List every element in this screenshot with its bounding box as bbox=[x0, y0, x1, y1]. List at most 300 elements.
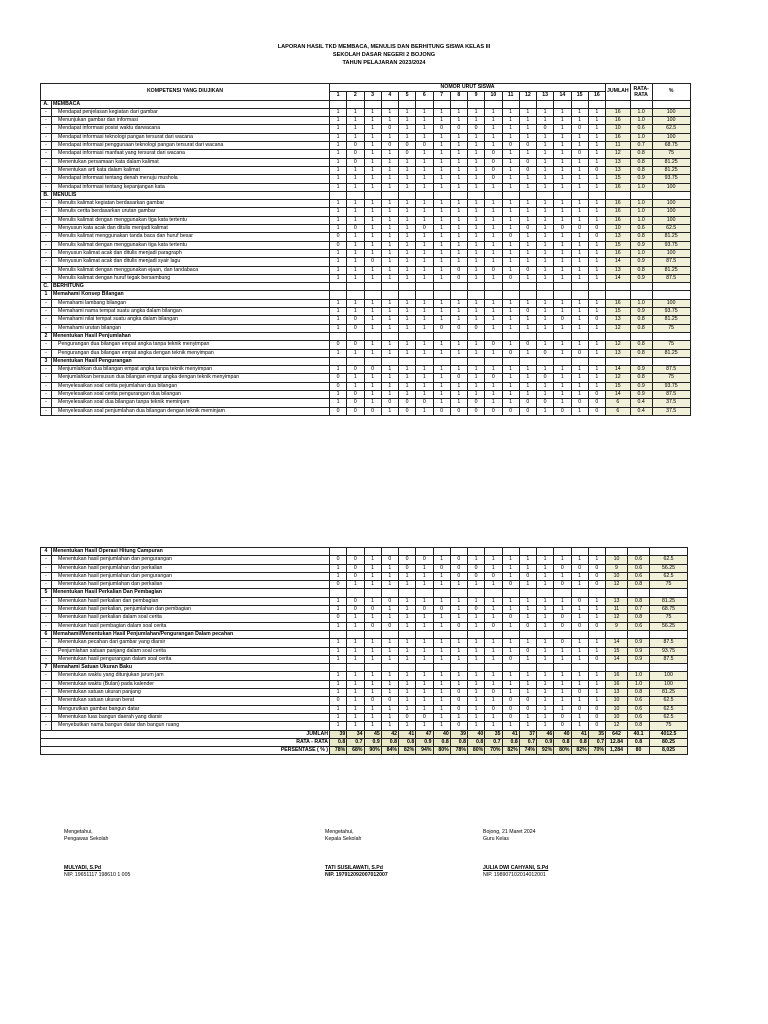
empty-cell bbox=[606, 664, 628, 672]
score-cell: 1 bbox=[502, 216, 519, 224]
empty-cell bbox=[502, 548, 519, 556]
score-cell: 1 bbox=[381, 341, 398, 349]
score-cell: 1 bbox=[519, 175, 536, 183]
score-cell: 1 bbox=[468, 705, 485, 713]
score-cell: 1 bbox=[468, 299, 485, 307]
score-cell: 0 bbox=[330, 241, 347, 249]
competency-label: Menulis kalimat dengan huruf tegak bersambung bbox=[52, 274, 330, 282]
summary-label: RATA - RATA bbox=[41, 738, 330, 746]
empty-cell bbox=[399, 291, 416, 299]
competency-label: Menentukan hasil pembagian dalam soal cerita bbox=[52, 622, 330, 630]
score-cell: 1 bbox=[330, 274, 347, 282]
report-title-line1: LAPORAN HASIL TKD MEMBACA, MENULIS DAN BERHITUNG SISWA KELAS III bbox=[277, 44, 491, 50]
percent-cell: 100 bbox=[652, 183, 690, 191]
score-cell: 1 bbox=[347, 705, 364, 713]
section-row bbox=[41, 100, 691, 108]
score-cell: 1 bbox=[381, 158, 398, 166]
score-cell: 1 bbox=[537, 722, 554, 730]
score-cell: 1 bbox=[399, 324, 416, 332]
score-cell: 1 bbox=[588, 133, 605, 141]
summary-row bbox=[41, 738, 688, 746]
score-cell: 1 bbox=[433, 308, 450, 316]
score-cell: 1 bbox=[537, 308, 554, 316]
section-code: 5 bbox=[41, 589, 52, 597]
score-cell: 1 bbox=[468, 597, 485, 605]
jumlah-cell: 14 bbox=[606, 655, 628, 663]
summary-percent: 8,025 bbox=[650, 747, 688, 755]
score-cell: 1 bbox=[399, 200, 416, 208]
score-cell: 1 bbox=[571, 266, 588, 274]
score-cell: 1 bbox=[571, 697, 588, 705]
score-cell: 0 bbox=[588, 166, 605, 174]
row-bullet: - bbox=[41, 299, 52, 307]
empty-cell bbox=[347, 100, 364, 108]
empty-cell bbox=[571, 100, 588, 108]
score-cell: 1 bbox=[502, 366, 519, 374]
score-cell: 0 bbox=[450, 572, 467, 580]
score-cell: 1 bbox=[571, 390, 588, 398]
score-cell: 1 bbox=[468, 274, 485, 282]
score-cell: 1 bbox=[468, 366, 485, 374]
empty-cell bbox=[433, 630, 450, 638]
score-cell: 1 bbox=[468, 349, 485, 357]
empty-cell bbox=[502, 100, 519, 108]
summary-cell: 0.8 bbox=[433, 738, 450, 746]
score-cell: 1 bbox=[588, 175, 605, 183]
score-cell: 1 bbox=[502, 556, 519, 564]
score-cell: 1 bbox=[554, 382, 571, 390]
jumlah-cell: 15 bbox=[606, 241, 631, 249]
row-bullet: - bbox=[41, 622, 52, 630]
score-cell: 1 bbox=[519, 564, 536, 572]
score-cell: 1 bbox=[554, 556, 571, 564]
score-cell: 1 bbox=[450, 233, 467, 241]
rata-cell: 0.8 bbox=[630, 150, 652, 158]
score-cell: 1 bbox=[433, 341, 450, 349]
score-cell: 0 bbox=[519, 308, 536, 316]
score-cell: 1 bbox=[364, 125, 381, 133]
empty-cell bbox=[650, 664, 688, 672]
empty-cell bbox=[399, 283, 416, 291]
empty-cell bbox=[502, 191, 519, 199]
score-cell: 1 bbox=[588, 158, 605, 166]
table-row bbox=[41, 108, 691, 116]
competency-label: Mendapat informasi manfaat yang tersurat dari wacana bbox=[52, 150, 330, 158]
rata-cell: 0.8 bbox=[630, 233, 652, 241]
score-cell: 1 bbox=[554, 108, 571, 116]
percent-cell: 62.5 bbox=[650, 705, 688, 713]
score-cell: 1 bbox=[433, 647, 450, 655]
empty-cell bbox=[450, 357, 467, 365]
summary-label: JUMLAH bbox=[41, 730, 330, 738]
empty-cell bbox=[468, 283, 485, 291]
signature-guru-kelas bbox=[483, 829, 548, 879]
jumlah-cell: 16 bbox=[606, 216, 631, 224]
table-row bbox=[41, 564, 688, 572]
score-cell: 0 bbox=[399, 407, 416, 415]
score-cell: 0 bbox=[502, 349, 519, 357]
row-bullet: - bbox=[41, 606, 52, 614]
score-cell: 0 bbox=[450, 622, 467, 630]
score-cell: 1 bbox=[364, 308, 381, 316]
score-cell: 0 bbox=[554, 225, 571, 233]
score-cell: 1 bbox=[537, 655, 554, 663]
jumlah-cell: 10 bbox=[606, 705, 628, 713]
empty-cell bbox=[519, 548, 536, 556]
table-row bbox=[41, 581, 688, 589]
score-cell: 0 bbox=[330, 382, 347, 390]
score-cell: 1 bbox=[502, 689, 519, 697]
empty-cell bbox=[330, 664, 347, 672]
table-row bbox=[41, 349, 691, 357]
score-cell: 1 bbox=[381, 722, 398, 730]
score-cell: 0 bbox=[588, 564, 605, 572]
signature-pengawas-nip: NIP. 19651117 198610 1 005 bbox=[64, 872, 131, 878]
empty-cell bbox=[364, 589, 381, 597]
jumlah-cell: 12 bbox=[606, 150, 631, 158]
score-cell: 0 bbox=[433, 407, 450, 415]
empty-cell bbox=[502, 291, 519, 299]
table-row bbox=[41, 655, 688, 663]
score-cell: 0 bbox=[364, 606, 381, 614]
empty-cell bbox=[468, 100, 485, 108]
percent-cell: 81.25 bbox=[652, 233, 690, 241]
score-cell: 0 bbox=[381, 556, 398, 564]
score-cell: 1 bbox=[537, 241, 554, 249]
competency-label: Menentukan hasil perkalian dalam soal cerita bbox=[52, 614, 330, 622]
empty-cell bbox=[433, 332, 450, 340]
header-kompetensi: KOMPETENSI YANG DIUJIKAN bbox=[41, 84, 330, 101]
score-cell: 1 bbox=[416, 249, 433, 257]
percent-cell: 93.75 bbox=[652, 382, 690, 390]
score-cell: 1 bbox=[416, 390, 433, 398]
score-cell: 0 bbox=[347, 399, 364, 407]
percent-cell: 87.5 bbox=[652, 274, 690, 282]
score-cell: 1 bbox=[399, 233, 416, 241]
section-label: MENULIS bbox=[52, 191, 330, 199]
score-cell: 1 bbox=[330, 366, 347, 374]
score-cell: 1 bbox=[433, 581, 450, 589]
header-student-14: 14 bbox=[554, 92, 571, 100]
score-cell: 0 bbox=[485, 689, 502, 697]
score-cell: 1 bbox=[537, 680, 554, 688]
empty-cell bbox=[630, 191, 652, 199]
score-cell: 1 bbox=[519, 639, 536, 647]
table-row bbox=[41, 614, 688, 622]
row-bullet: - bbox=[41, 117, 52, 125]
percent-cell: 100 bbox=[652, 108, 690, 116]
table-row bbox=[41, 672, 688, 680]
empty-cell bbox=[628, 589, 650, 597]
score-cell: 1 bbox=[364, 672, 381, 680]
score-cell: 1 bbox=[381, 349, 398, 357]
score-cell: 1 bbox=[433, 639, 450, 647]
rata-cell: 1.0 bbox=[630, 133, 652, 141]
score-cell: 1 bbox=[381, 647, 398, 655]
competency-label: Menyelesaikan soal cerita pengurangan dua bilangan bbox=[52, 390, 330, 398]
score-cell: 1 bbox=[485, 382, 502, 390]
score-cell: 1 bbox=[347, 622, 364, 630]
score-cell: 1 bbox=[519, 316, 536, 324]
jumlah-cell: 13 bbox=[606, 349, 631, 357]
score-cell: 0 bbox=[347, 390, 364, 398]
score-cell: 0 bbox=[588, 705, 605, 713]
score-cell: 1 bbox=[416, 349, 433, 357]
empty-cell bbox=[519, 191, 536, 199]
score-cell: 1 bbox=[588, 208, 605, 216]
summary-cell: 37 bbox=[519, 730, 536, 738]
score-cell: 0 bbox=[554, 722, 571, 730]
score-cell: 1 bbox=[485, 597, 502, 605]
table-row bbox=[41, 713, 688, 721]
empty-cell bbox=[416, 630, 433, 638]
score-cell: 1 bbox=[364, 133, 381, 141]
score-cell: 0 bbox=[468, 125, 485, 133]
percent-cell: 75 bbox=[650, 722, 688, 730]
score-cell: 1 bbox=[468, 308, 485, 316]
score-cell: 0 bbox=[571, 349, 588, 357]
empty-cell bbox=[630, 291, 652, 299]
competency-label: Menyelesaikan soal dua bilangan tanpa teknik meminjam bbox=[52, 399, 330, 407]
jumlah-cell: 15 bbox=[606, 175, 631, 183]
score-cell: 1 bbox=[450, 382, 467, 390]
score-cell: 1 bbox=[468, 200, 485, 208]
score-cell: 1 bbox=[381, 150, 398, 158]
summary-cell: 0.7 bbox=[588, 738, 605, 746]
empty-cell bbox=[364, 283, 381, 291]
score-cell: 1 bbox=[571, 614, 588, 622]
score-cell: 1 bbox=[330, 390, 347, 398]
score-cell: 1 bbox=[571, 639, 588, 647]
score-cell: 1 bbox=[571, 341, 588, 349]
score-cell: 0 bbox=[485, 705, 502, 713]
score-cell: 1 bbox=[347, 208, 364, 216]
score-cell: 1 bbox=[330, 142, 347, 150]
score-cell: 1 bbox=[554, 606, 571, 614]
row-bullet: - bbox=[41, 233, 52, 241]
competency-label: Menulis kalimat dengan menggunakan ejaan, dan tandabaca bbox=[52, 266, 330, 274]
score-cell: 1 bbox=[330, 133, 347, 141]
score-cell: 1 bbox=[537, 166, 554, 174]
competency-label: Menentukan luas bangun daerah yang diarsir bbox=[52, 713, 330, 721]
score-cell: 1 bbox=[364, 216, 381, 224]
empty-cell bbox=[588, 664, 605, 672]
table-row bbox=[41, 639, 688, 647]
score-cell: 0 bbox=[468, 324, 485, 332]
score-cell: 1 bbox=[537, 614, 554, 622]
competency-label: Menentukan hasil penjumlahan dan pengurangan bbox=[52, 556, 330, 564]
competency-label: Menulis kalimat kegiatan berdasarkan gambar bbox=[52, 200, 330, 208]
score-cell: 1 bbox=[468, 175, 485, 183]
empty-cell bbox=[652, 332, 690, 340]
empty-cell bbox=[381, 664, 398, 672]
empty-cell bbox=[416, 664, 433, 672]
summary-cell: 0.7 bbox=[347, 738, 364, 746]
score-cell: 1 bbox=[416, 216, 433, 224]
summary-rata: 0.8 bbox=[628, 738, 650, 746]
score-cell: 1 bbox=[347, 581, 364, 589]
score-cell: 1 bbox=[433, 722, 450, 730]
header-student-12: 12 bbox=[519, 92, 536, 100]
jumlah-cell: 16 bbox=[606, 183, 631, 191]
score-cell: 0 bbox=[554, 407, 571, 415]
row-bullet: - bbox=[41, 349, 52, 357]
jumlah-cell: 10 bbox=[606, 572, 628, 580]
score-cell: 1 bbox=[571, 316, 588, 324]
competency-label: Menentukan hasil penjumlahan dan perkalian bbox=[52, 581, 330, 589]
competency-label: Memahami nilai tempat suatu angka dalam bilangan bbox=[52, 316, 330, 324]
score-cell: 1 bbox=[571, 183, 588, 191]
table-row bbox=[41, 133, 691, 141]
header-student-11: 11 bbox=[502, 92, 519, 100]
empty-cell bbox=[416, 100, 433, 108]
competency-label: Menulis cerita berdasarkan urutan gambar bbox=[52, 208, 330, 216]
score-cell: 1 bbox=[502, 308, 519, 316]
score-cell: 1 bbox=[588, 150, 605, 158]
score-cell: 1 bbox=[588, 249, 605, 257]
percent-cell: 68.75 bbox=[652, 142, 690, 150]
rata-cell: 0.8 bbox=[628, 597, 650, 605]
score-cell: 1 bbox=[571, 713, 588, 721]
score-cell: 1 bbox=[450, 366, 467, 374]
row-bullet: - bbox=[41, 108, 52, 116]
table-row bbox=[41, 166, 691, 174]
score-cell: 0 bbox=[416, 399, 433, 407]
empty-cell bbox=[485, 283, 502, 291]
empty-cell bbox=[537, 100, 554, 108]
percent-cell: 100 bbox=[652, 216, 690, 224]
score-cell: 1 bbox=[571, 722, 588, 730]
score-cell: 1 bbox=[502, 133, 519, 141]
score-cell: 1 bbox=[468, 258, 485, 266]
competency-label: Mendapat informasi penggunaan teknologi pangan tersurat dari wacana bbox=[52, 142, 330, 150]
score-cell: 0 bbox=[347, 150, 364, 158]
score-cell: 1 bbox=[468, 390, 485, 398]
score-cell: 1 bbox=[330, 200, 347, 208]
percent-cell: 87.5 bbox=[652, 390, 690, 398]
score-cell: 1 bbox=[519, 108, 536, 116]
score-cell: 0 bbox=[571, 689, 588, 697]
empty-cell bbox=[606, 100, 631, 108]
empty-cell bbox=[519, 589, 536, 597]
score-cell: 0 bbox=[330, 233, 347, 241]
score-cell: 1 bbox=[450, 680, 467, 688]
score-cell: 1 bbox=[433, 216, 450, 224]
row-bullet: - bbox=[41, 705, 52, 713]
summary-row bbox=[41, 747, 688, 755]
score-cell: 1 bbox=[502, 639, 519, 647]
row-bullet: - bbox=[41, 125, 52, 133]
score-cell: 1 bbox=[571, 680, 588, 688]
row-bullet: - bbox=[41, 556, 52, 564]
score-cell: 1 bbox=[450, 597, 467, 605]
score-cell: 1 bbox=[519, 241, 536, 249]
score-cell: 1 bbox=[554, 216, 571, 224]
score-cell: 1 bbox=[399, 274, 416, 282]
score-cell: 1 bbox=[502, 175, 519, 183]
empty-cell bbox=[537, 291, 554, 299]
empty-cell bbox=[381, 332, 398, 340]
score-cell: 1 bbox=[485, 366, 502, 374]
score-cell: 1 bbox=[468, 622, 485, 630]
score-cell: 1 bbox=[485, 241, 502, 249]
score-cell: 1 bbox=[571, 366, 588, 374]
score-cell: 1 bbox=[347, 374, 364, 382]
section-code: 1 bbox=[41, 291, 52, 299]
score-cell: 1 bbox=[537, 647, 554, 655]
score-cell: 1 bbox=[364, 233, 381, 241]
jumlah-cell: 9 bbox=[606, 622, 628, 630]
competency-label: Pengurangan dua bilangan empat angka tanpa teknik menyimpan bbox=[52, 341, 330, 349]
score-cell: 1 bbox=[433, 390, 450, 398]
row-bullet: - bbox=[41, 697, 52, 705]
score-cell: 1 bbox=[450, 614, 467, 622]
percent-cell: 100 bbox=[652, 117, 690, 125]
rata-cell: 0.8 bbox=[628, 614, 650, 622]
score-cell: 0 bbox=[381, 142, 398, 150]
row-bullet: - bbox=[41, 249, 52, 257]
table-row bbox=[41, 366, 691, 374]
score-cell: 1 bbox=[450, 390, 467, 398]
score-cell: 1 bbox=[416, 258, 433, 266]
empty-cell bbox=[650, 589, 688, 597]
score-cell: 1 bbox=[502, 108, 519, 116]
empty-cell bbox=[537, 283, 554, 291]
percent-cell: 62.5 bbox=[650, 556, 688, 564]
score-cell: 1 bbox=[485, 581, 502, 589]
score-cell: 1 bbox=[588, 258, 605, 266]
percent-cell: 75 bbox=[652, 324, 690, 332]
score-cell: 1 bbox=[571, 407, 588, 415]
competency-label: Menentukan persamaan kata dalam kalimat bbox=[52, 158, 330, 166]
score-cell: 1 bbox=[433, 266, 450, 274]
empty-cell bbox=[468, 589, 485, 597]
score-cell: 1 bbox=[571, 108, 588, 116]
score-cell: 1 bbox=[588, 614, 605, 622]
score-cell: 1 bbox=[468, 142, 485, 150]
competency-label: Menyebutkan nama bangun datar dan bangun ruang bbox=[52, 722, 330, 730]
empty-cell bbox=[554, 589, 571, 597]
score-cell: 0 bbox=[330, 407, 347, 415]
empty-cell bbox=[485, 357, 502, 365]
score-cell: 1 bbox=[450, 639, 467, 647]
header-rata: RATA-RATA bbox=[630, 84, 652, 101]
score-cell: 1 bbox=[519, 299, 536, 307]
header-student-16: 16 bbox=[588, 92, 605, 100]
percent-cell: 100 bbox=[652, 249, 690, 257]
score-cell: 1 bbox=[571, 241, 588, 249]
table-row bbox=[41, 647, 688, 655]
empty-cell bbox=[347, 589, 364, 597]
score-cell: 1 bbox=[537, 324, 554, 332]
score-cell: 1 bbox=[485, 655, 502, 663]
score-cell: 1 bbox=[364, 689, 381, 697]
score-cell: 0 bbox=[519, 572, 536, 580]
jumlah-cell: 10 bbox=[606, 125, 631, 133]
score-cell: 0 bbox=[416, 142, 433, 150]
score-cell: 1 bbox=[433, 241, 450, 249]
score-cell: 1 bbox=[554, 349, 571, 357]
summary-cell: 46 bbox=[537, 730, 554, 738]
section-row bbox=[41, 283, 691, 291]
score-cell: 1 bbox=[554, 183, 571, 191]
score-cell: 1 bbox=[433, 614, 450, 622]
jumlah-cell: 14 bbox=[606, 258, 631, 266]
score-cell: 1 bbox=[364, 241, 381, 249]
score-cell: 1 bbox=[485, 324, 502, 332]
results-table-2 bbox=[40, 547, 688, 755]
percent-cell: 81.25 bbox=[650, 597, 688, 605]
